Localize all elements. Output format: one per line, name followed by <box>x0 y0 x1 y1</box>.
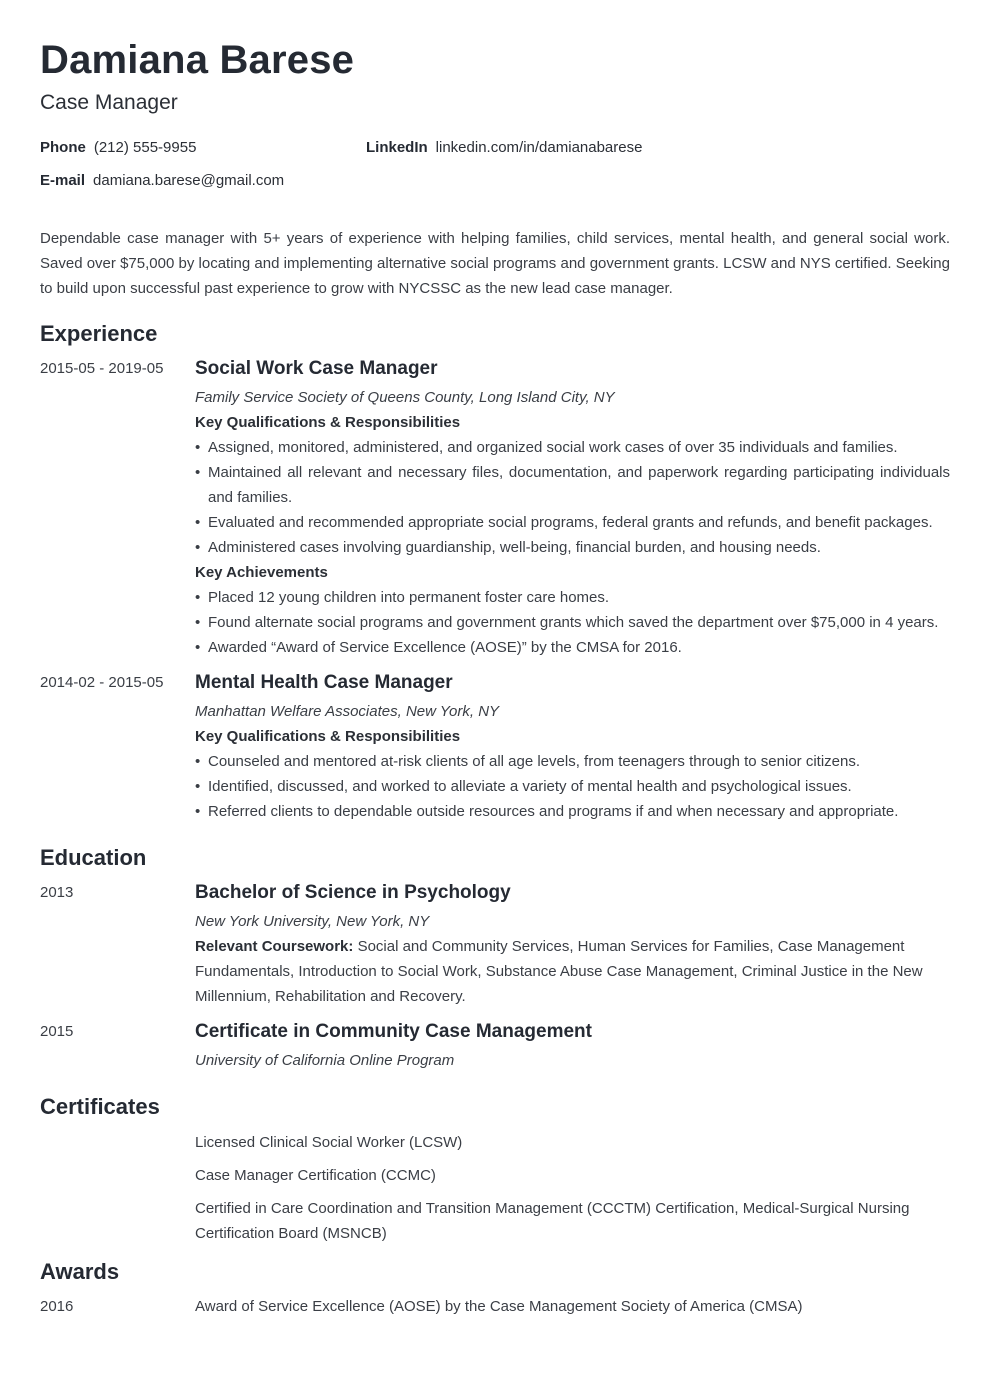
list-item: • Placed 12 young children into permanent foster care homes. <box>195 585 950 610</box>
degree-title: Bachelor of Science in Psychology <box>195 882 511 903</box>
contact-phone <box>40 138 196 158</box>
candidate-name: Damiana Barese <box>40 38 355 82</box>
education-heading: Education <box>40 845 147 870</box>
job-quals-list <box>195 435 950 560</box>
job-title: Social Work Case Manager <box>195 358 438 379</box>
certificates-section <box>40 1093 950 1246</box>
award-entry <box>40 1294 950 1319</box>
candidate-role: Case Manager <box>40 91 178 114</box>
certificates-heading: Certificates <box>40 1094 160 1119</box>
certificates-list <box>40 1130 950 1246</box>
job-quals-list <box>195 749 950 824</box>
certificate-item: Case Manager Certification (CCMC) <box>195 1167 436 1184</box>
award-text: Award of Service Excellence (AOSE) by the Case Management Society of America (CMSA) <box>195 1298 803 1315</box>
linkedin-label: LinkedIn <box>366 139 428 156</box>
school-name: New York University, New York, NY <box>195 913 430 930</box>
job-achievements-heading: Key Achievements <box>195 564 328 581</box>
profile-summary: Dependable case manager with 5+ years of experience with helping families, child services, mental health, and general social work. Saved over $75,000 by locating and implementing alternative social programs and government grants. LCSW and NYS certified. Seeking to build upon successful past experience to grow with NYCSSC as the new lead case manager. <box>40 230 950 297</box>
contact-linkedin <box>366 138 642 158</box>
job-achievements-list <box>195 585 950 660</box>
contact-email <box>40 171 284 191</box>
job-employer: Manhattan Welfare Associates, New York, NY <box>195 703 500 720</box>
experience-entry <box>40 356 950 660</box>
list-item: • Administered cases involving guardianship, well-being, financial burden, and housing needs. <box>195 535 950 560</box>
list-item: • Found alternate social programs and government grants which saved the department over $75,000 in 4 years. <box>195 610 950 635</box>
certificate-item: Certified in Care Coordination and Transition Management (CCCTM) Certification, Medical-Surgical Nursing Certification Board (MSNCB) <box>195 1200 910 1242</box>
list-item: • Maintained all relevant and necessary files, documentation, and paperwork regarding participating individuals and families. <box>195 460 950 510</box>
education-section <box>40 844 950 1073</box>
coursework <box>195 934 950 1009</box>
phone-label: Phone <box>40 139 86 156</box>
award-year: 2016 <box>40 1298 74 1315</box>
certificate-item: Licensed Clinical Social Worker (LCSW) <box>195 1134 463 1151</box>
education-entry <box>40 880 950 1009</box>
list-item: • Assigned, monitored, administered, and organized social work cases of over 35 individuals and families. <box>195 435 950 460</box>
education-year: 2013 <box>40 884 74 901</box>
list-item: • Referred clients to dependable outside resources and programs if and when necessary and appropriate. <box>195 799 950 824</box>
phone-value[interactable]: (212) 555-9955 <box>93 139 197 156</box>
list-item: • Awarded “Award of Service Excellence (AOSE)” by the CMSA for 2016. <box>195 635 950 660</box>
coursework-text: Social and Community Services, Human Services for Families, Case Management Fundamentals, Introduction to Social Work, Substance Abuse Case Management, Criminal Justice in the New Millennium, Rehabilitation and Recovery. <box>195 938 923 1005</box>
contact-info <box>40 138 950 208</box>
degree-title: Certificate in Community Case Management <box>195 1021 592 1042</box>
list-item: • Counseled and mentored at-risk clients of all age levels, from teenagers through to senior citizens. <box>195 749 950 774</box>
awards-section <box>40 1258 950 1319</box>
job-dates: 2015-05 - 2019-05 <box>40 360 164 377</box>
job-employer: Family Service Society of Queens County, Long Island City, NY <box>195 389 615 406</box>
job-dates: 2014-02 - 2015-05 <box>40 674 164 691</box>
education-entry <box>40 1019 950 1073</box>
email-label: E-mail <box>40 172 86 189</box>
experience-heading: Experience <box>40 321 158 346</box>
school-name: University of California Online Program <box>195 1052 455 1069</box>
job-title: Mental Health Case Manager <box>195 672 453 693</box>
awards-heading: Awards <box>40 1259 120 1284</box>
job-quals-heading: Key Qualifications & Responsibilities <box>195 728 461 745</box>
coursework-label: Relevant Coursework: <box>195 938 354 955</box>
experience-entry <box>40 670 950 824</box>
list-item: • Evaluated and recommended appropriate social programs, federal grants and refunds, and benefit packages. <box>195 510 950 535</box>
experience-section <box>40 320 950 824</box>
email-link[interactable]: damiana.barese@gmail.com <box>93 172 285 189</box>
education-year: 2015 <box>40 1023 74 1040</box>
job-quals-heading: Key Qualifications & Responsibilities <box>195 414 461 431</box>
list-item: • Identified, discussed, and worked to alleviate a variety of mental health and psychological issues. <box>195 774 950 799</box>
linkedin-link[interactable]: linkedin.com/in/damianabarese <box>435 139 643 156</box>
